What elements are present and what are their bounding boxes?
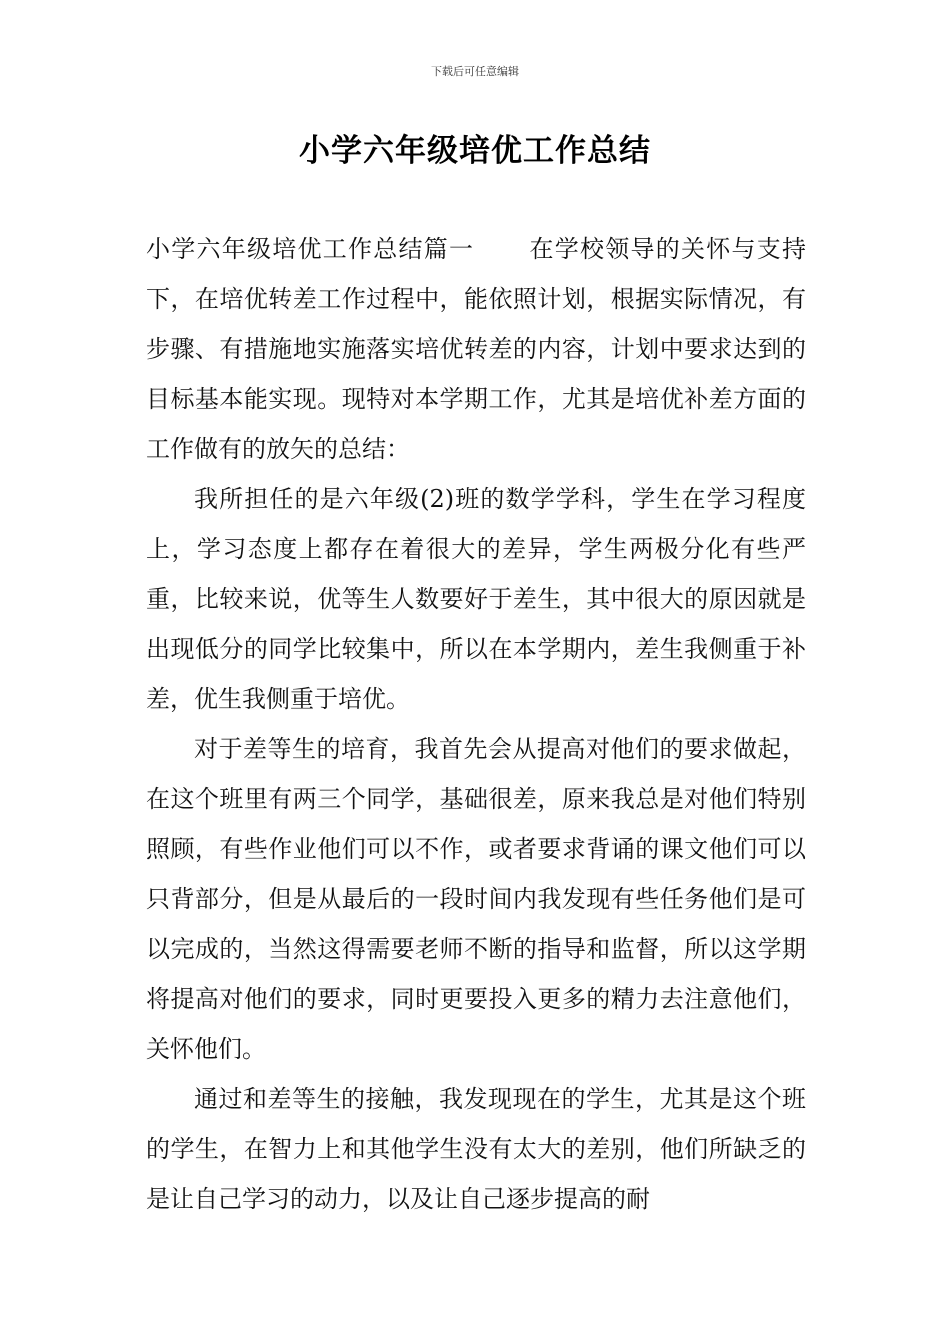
- paragraph-3: 对于差等生的培育，我首先会从提高对他们的要求做起，在这个班里有两三个同学，基础很差，原来我总是对他们特别照顾，有些作业他们可以不作，或者要求背诵的课文他们可以只背部分，但是从最后的一段时间内我发现有些任务他们是可以完成的，当然这得需要老师不断的指导和监督，所以这学期将提高对他们的要求，同时更要投入更多的精力去注意他们，关怀他们。: [146, 735, 806, 1063]
- document-body: [146, 224, 806, 1224]
- paragraph-heading: 小学六年级培优工作总结篇一: [146, 235, 475, 263]
- document-title: 小学六年级培优工作总结: [299, 133, 651, 169]
- paragraph-4: 通过和差等生的接触，我发现现在的学生，尤其是这个班的学生，在智力上和其他学生没有太大的差别，他们所缺乏的是让自己学习的动力，以及让自己逐步提高的耐: [146, 1085, 806, 1213]
- paragraph-text: 在学校领导的关怀与支持下，在培优转差工作过程中，能依照计划，根据实际情况，有步骤、有措施地实施落实培优转差的内容，计划中要求达到的目标基本能实现。现特对本学期工作，尤其是培优补差方面的工作做有的放矢的总结：: [146, 235, 806, 463]
- header-note: 下载后可任意编辑: [431, 65, 519, 78]
- paragraph-2: 我所担任的是六年级(2)班的数学学科，学生在学习程度上，学习态度上都存在着很大的差异，学生两极分化有些严重，比较来说，优等生人数要好于差生，其中很大的原因就是出现低分的同学比较集中，所以在本学期内，差生我侧重于补差，优生我侧重于培优。: [146, 485, 806, 713]
- paragraph-1: [146, 224, 806, 474]
